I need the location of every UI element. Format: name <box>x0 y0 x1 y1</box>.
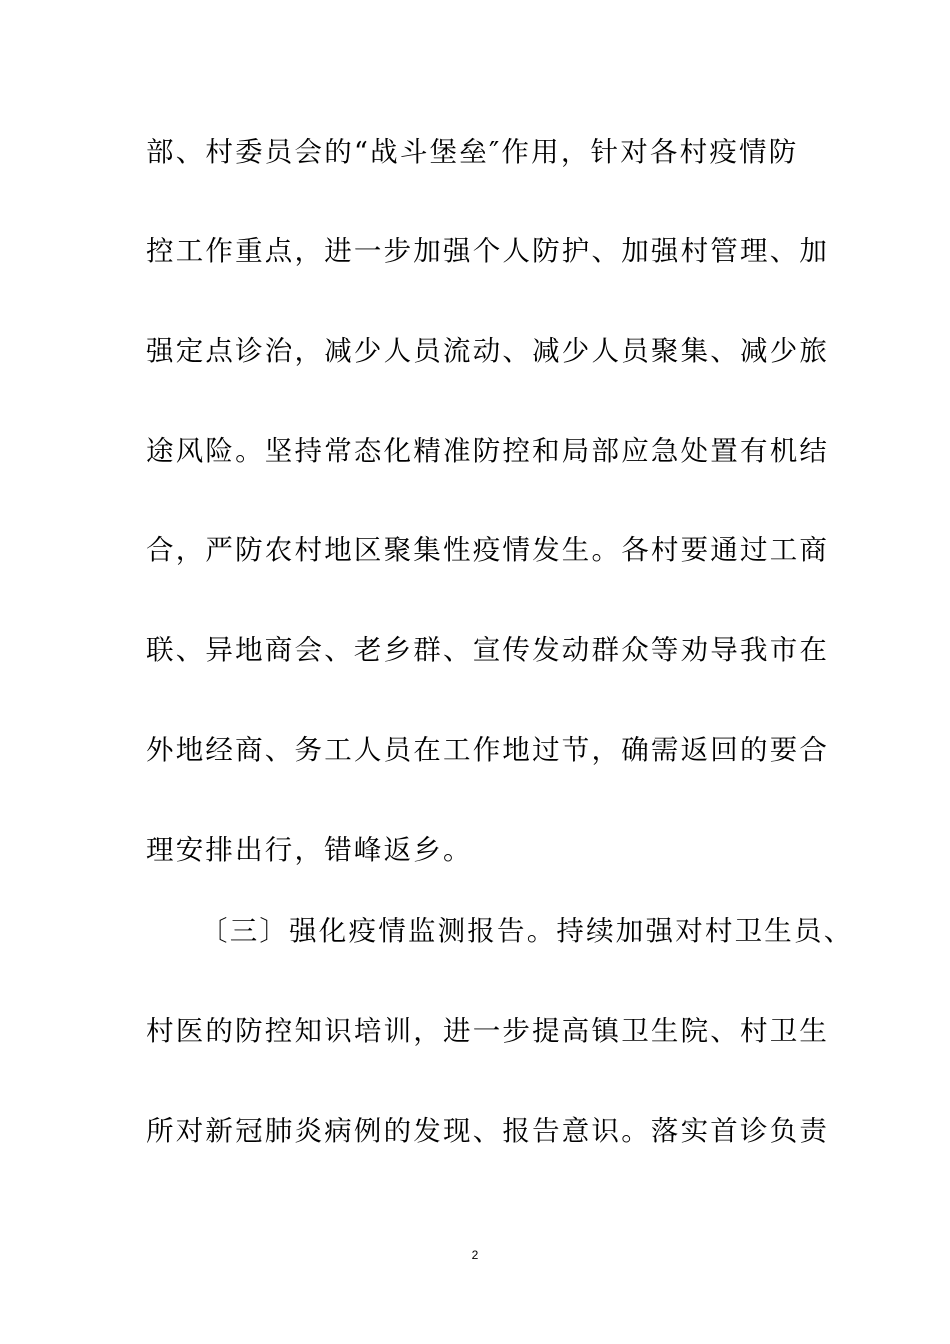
paragraph-line: 联、异地商会、老乡群、宣传发动群众等劝导我市在 <box>146 634 830 666</box>
paragraph-line: 部、村委员会的“战斗堡垒″作用，针对各村疫情防 <box>146 136 799 168</box>
paragraph-line: 途风险。坚持常态化精准防控和局部应急处置有机结 <box>146 435 830 467</box>
paragraph-line: 所对新冠肺炎病例的发现、报告意识。落实首诊负责 <box>146 1115 830 1147</box>
page-number: 2 <box>471 1248 479 1262</box>
paragraph-line: 控工作重点，进一步加强个人防护、加强村管理、加 <box>146 235 830 267</box>
paragraph-line: 理安排出行，错峰返乡。 <box>146 834 473 866</box>
paragraph-line: 强定点诊治，减少人员流动、减少人员聚集、减少旅 <box>146 335 830 367</box>
section-heading-line: 〔三〕强化疫情监测报告。持续加强对村卫生员、 <box>200 915 854 947</box>
paragraph-line: 外地经商、务工人员在工作地过节，确需返回的要合 <box>146 734 830 766</box>
paragraph-line: 村医的防控知识培训，进一步提高镇卫生院、村卫生 <box>146 1015 830 1047</box>
paragraph-line: 合，严防农村地区聚集性疫情发生。各村要通过工商 <box>146 534 830 566</box>
